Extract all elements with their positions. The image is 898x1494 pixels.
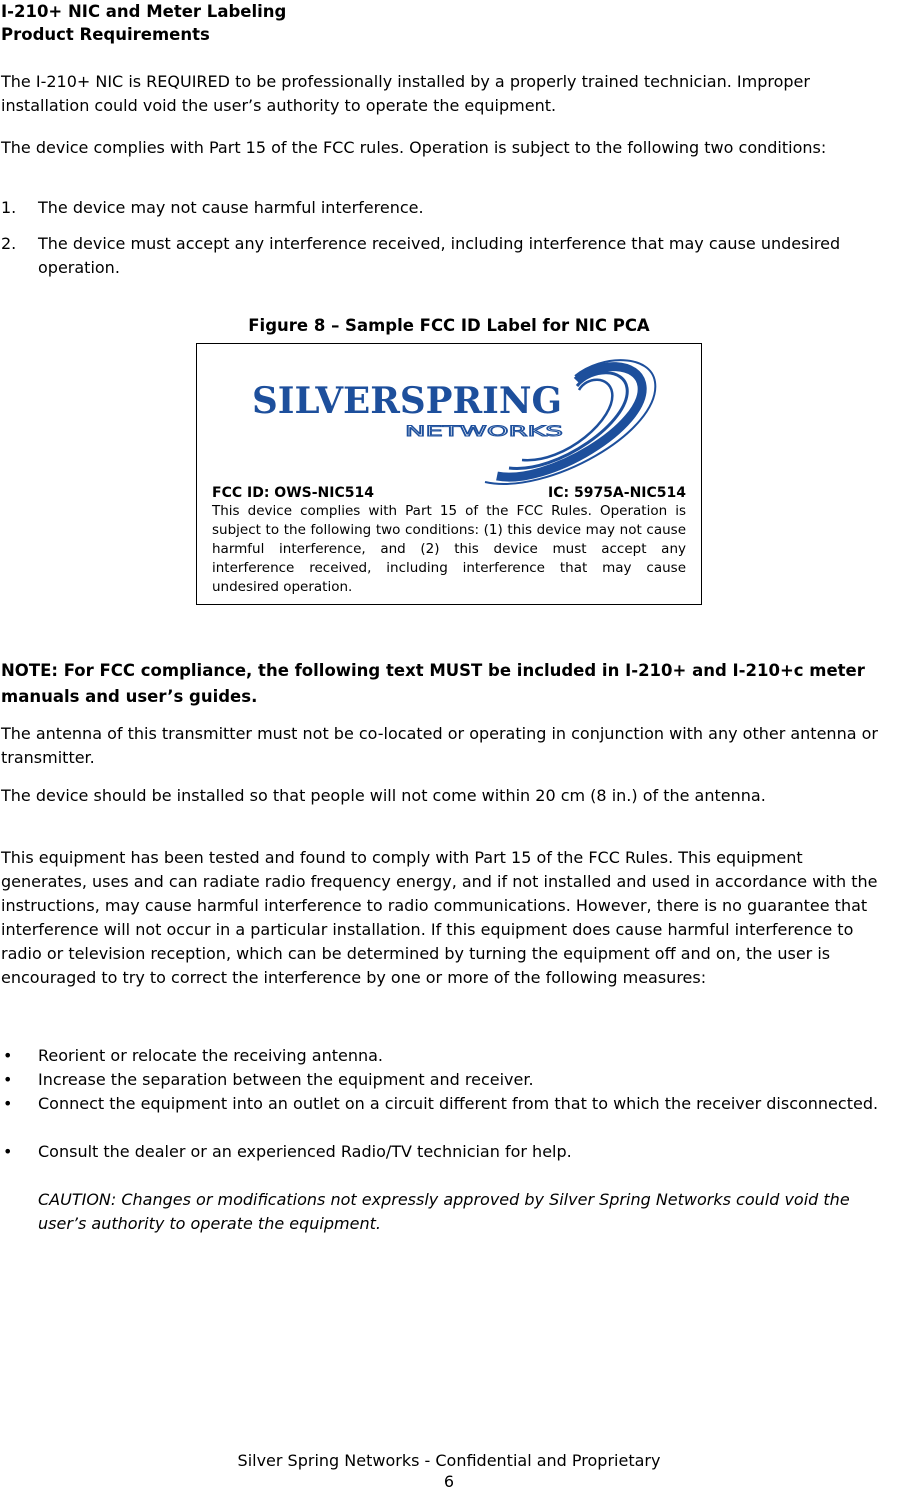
bullet-icon: •: [3, 1070, 13, 1089]
distance-paragraph: The device should be installed so that people will not come within 20 cm (8 in.) of the antenna.: [1, 786, 766, 805]
logo-swirl-icon: [485, 360, 655, 484]
complies-paragraph: The device complies with Part 15 of the FCC rules. Operation is subject to the following two conditions:: [1, 138, 827, 157]
fcc-label-figure: [196, 343, 702, 605]
label-compliance-text: This device complies with Part 15 of the FCC Rules. Operation is subject to the following two conditions: (1) this device may not cause harmful interference, and (2) this device must accept any interference received, including interference that may cause undesired operation.: [212, 503, 686, 595]
figure-caption: Figure 8 – Sample FCC ID Label for NIC PCA: [248, 316, 650, 335]
measure-text: Reorient or relocate the receiving antenna.: [38, 1046, 383, 1065]
condition-number: 1.: [1, 198, 17, 217]
measure-text: Connect the equipment into an outlet on a circuit different from that to which the receiver disconnected.: [38, 1094, 879, 1113]
antenna-paragraph: The antenna of this transmitter must not be co-located or operating in conjunction with any other antenna or transmitter.: [1, 724, 878, 767]
fcc-id: FCC ID: OWS-NIC514: [212, 485, 374, 501]
caution-text: CAUTION: Changes or modifications not expressly approved by Silver Spring Networks could void the user’s authority to operate the equipment.: [38, 1190, 850, 1233]
footer-confidential: Silver Spring Networks - Confidential and Proprietary: [237, 1451, 661, 1470]
condition-text: The device may not cause harmful interference.: [38, 198, 424, 217]
measure-text: Consult the dealer or an experienced Radio/TV technician for help.: [38, 1142, 572, 1161]
bullet-icon: •: [3, 1094, 13, 1113]
measure-text: Increase the separation between the equipment and receiver.: [38, 1070, 534, 1089]
ic-number: IC: 5975A-NIC514: [548, 485, 686, 501]
bullet-icon: •: [3, 1046, 13, 1065]
bullet-icon: •: [3, 1142, 13, 1161]
silver-spring-logo: [247, 356, 667, 486]
condition-text: The device must accept any interference received, including interference that may cause undesired operation.: [38, 234, 841, 277]
install-paragraph: The I-210+ NIC is REQUIRED to be professionally installed by a properly trained technician. Improper installation could void the user’s authority to operate the equipment.: [1, 72, 810, 115]
document-header: [1, 0, 286, 46]
header-title: I-210+ NIC and Meter Labeling: [1, 2, 287, 21]
logo-wordmark: SILVERSPRING: [252, 380, 562, 422]
header-subtitle: Product Requirements: [1, 25, 210, 44]
fcc-note: NOTE: For FCC compliance, the following text MUST be included in I-210+ and I-210+c meter manuals and user’s guides.: [1, 661, 865, 706]
page-number: 6: [443, 1472, 455, 1491]
tested-paragraph: This equipment has been tested and found to comply with Part 15 of the FCC Rules. This equipment generates, uses and can radiate radio frequency energy, and if not installed and used in accordance with the instructions, may cause harmful interference to radio communications. However, there is no guarantee that interference will not occur in a particular installation. If this equipment does cause harmful interference to radio or television reception, which can be determined by turning the equipment off and on, the user is encouraged to try to correct the interference by one or more of the following measures:: [1, 848, 878, 987]
logo-subtitle: NETWORKS: [405, 424, 564, 440]
condition-number: 2.: [1, 234, 17, 253]
